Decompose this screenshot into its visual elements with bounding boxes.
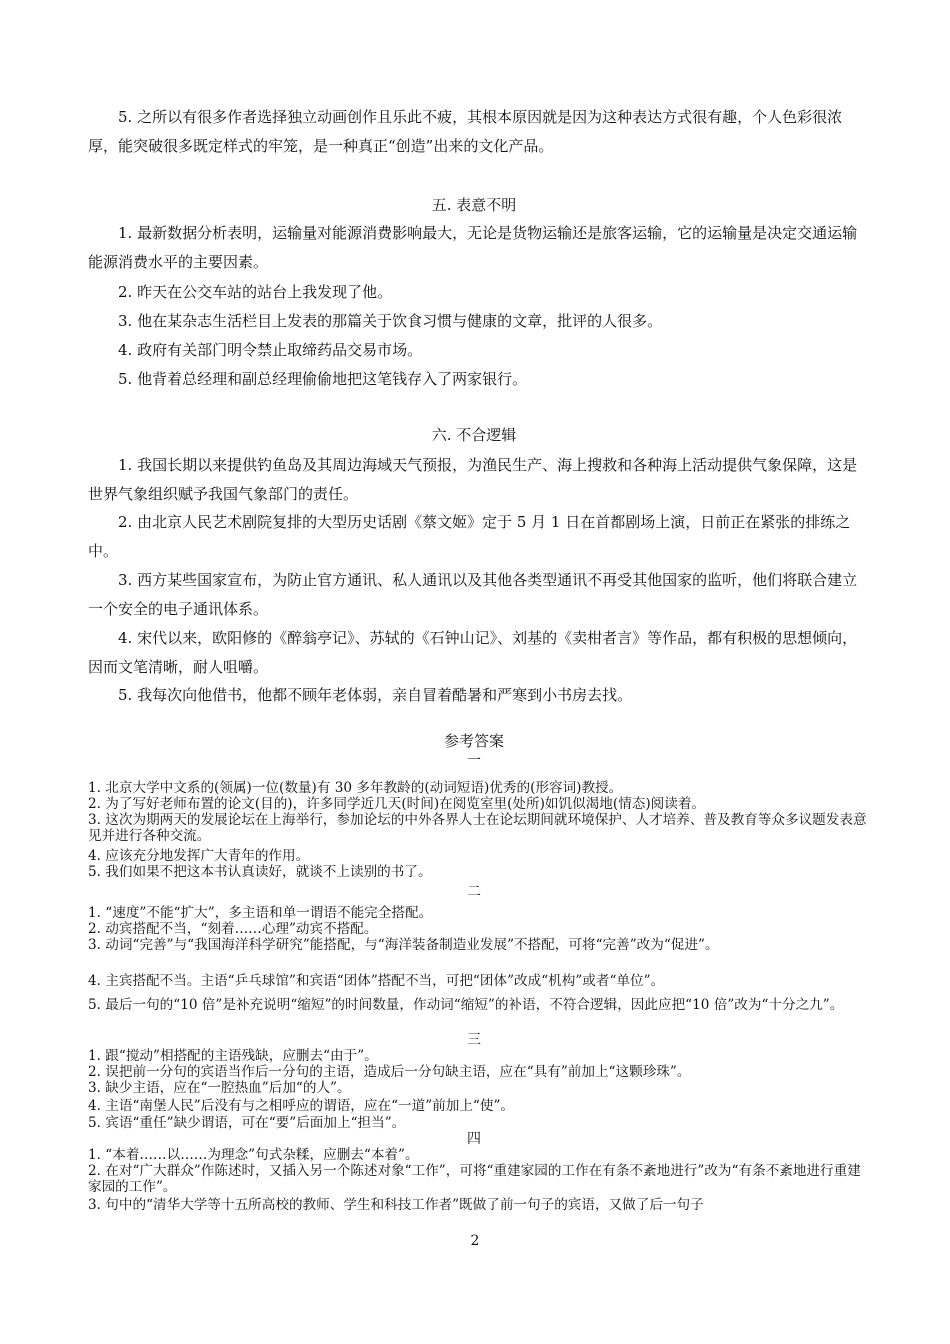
answer-item: 1. 北京大学中文系的(领属)一位(数量)有 30 多年教龄的(动词短语)优秀的(形容词)教授。 [88,780,623,796]
answer-item: 3. 动词“完善”与“我国海洋科学研究”能搭配，与“海洋装备制造业发展”不搭配，可将“完善”改为“促进”。 [88,937,719,953]
answers-part1-heading: 一 [467,753,481,769]
section4-item-5: 5. 之所以有很多作者选择独立动画创作且乐此不疲，其根本原因就是因为这种表达方式很有趣，个人色彩很浓厚，能突破很多既定样式的牢笼，是一种真正“创造”出来的文化产品。 [88,108,843,155]
answer-item: 5. 我们如果不把这本书认真读好，就谈不上读别的书了。 [88,864,432,880]
answer-item: 3. 缺少主语，应在“一腔热血”后加“的人”。 [88,1080,351,1096]
answers-part2-heading: 二 [467,884,481,900]
answer-item: 5. 宾语“重任”缺少谓语，可在“要”后面加上“担当”。 [88,1115,406,1131]
answers-title: 参考答案 [443,732,504,750]
section6-item: 2. 由北京人民艺术剧院复排的大型历史话剧《蔡文姬》定于 5 月 1 日在首都剧场上演，日前正在紧张的排练之中。 [88,513,851,560]
answer-item: 4. 应该充分地发挥广大青年的作用。 [88,848,310,864]
section6-item: 4. 宋代以来，欧阳修的《醉翁亭记》、苏轼的《石钟山记》、刘基的《卖柑者言》等作品，都有积极的思想倾向，因而文笔清晰，耐人咀嚼。 [88,629,858,676]
answer-item: 1. “速度”不能“扩大”，多主语和单一谓语不能完全搭配。 [88,905,433,921]
section5-item: 2. 昨天在公交车站的站台上我发现了他。 [118,283,393,301]
section5-title: 五. 表意不明 [431,196,517,214]
section6-item: 3. 西方某些国家宣布，为防止官方通讯、私人通讯以及其他各类型通讯不再受其他国家的监听，他们将联合建立一个安全的电子通讯体系。 [88,571,858,618]
section5-item: 5. 他背着总经理和副总经理偷偷地把这笔钱存入了两家银行。 [118,370,528,388]
answer-item: 1. “本着……以……为理念”句式杂糅，应删去“本着”。 [88,1147,419,1163]
section5-item: 1. 最新数据分析表明，运输量对能源消费影响最大，无论是货物运输还是旅客运输，它的运输量是决定交通运输能源消费水平的主要因素。 [88,224,858,271]
answer-item: 2. 动宾搭配不当，“刻着……心理”动宾不搭配。 [88,921,378,937]
answer-item: 3. 句中的“清华大学等十五所高校的教师、学生和科技工作者”既做了前一句子的宾语，又做了后一句子 [88,1197,704,1213]
answers-part3-heading: 三 [467,1032,481,1048]
section6-item: 1. 我国长期以来提供钓鱼岛及其周边海域天气预报，为渔民生产、海上搜救和各种海上活动提供气象保障，这是世界气象组织赋予我国气象部门的责任。 [88,456,858,503]
section6-title: 六. 不合逻辑 [431,426,517,444]
section5-item: 4. 政府有关部门明令禁止取缔药品交易市场。 [118,341,423,359]
answer-item: 1. 跟“搅动”相搭配的主语残缺，应删去“由于”。 [88,1048,378,1064]
answer-item: 5. 最后一句的“10 倍”是补充说明“缩短”的时间数量，作动词“缩短”的补语，不符合逻辑，因此应把“10 倍”改为“十分之九”。 [88,997,844,1013]
answer-item: 2. 在对“广大群众”作陈述时，又插入另一个陈述对象“工作”，可将“重建家园的工作在有条不紊地进行”改为“有条不紊地进行重建家园的工作”。 [88,1163,861,1195]
section6-item: 5. 我每次向他借书，他都不顾年老体弱，亲自冒着酷暑和严寒到小书房去找。 [118,686,633,704]
answer-item: 3. 这次为期两天的发展论坛在上海举行，参加论坛的中外各界人士在论坛期间就环境保护、人才培养、普及教育等众多议题发表意见并进行各种交流。 [88,812,867,844]
answer-item: 4. 主语“南堡人民”后没有与之相呼应的谓语，应在“一道”前加上“使”。 [88,1098,515,1114]
answer-item: 4. 主宾搭配不当。主语“乒乓球馆”和宾语“团体”搭配不当，可把“团体”改成“机构”或者“单位”。 [88,973,665,989]
answers-part4-heading: 四 [467,1131,481,1147]
section5-item: 3. 他在某杂志生活栏目上发表的那篇关于饮食习惯与健康的文章，批评的人很多。 [118,312,663,330]
answer-item: 2. 误把前一分句的宾语当作后一分句的主语，造成后一分句缺主语，应在“具有”前加上“这颗珍珠”。 [88,1064,691,1080]
answer-item: 2. 为了写好老师布置的论文(目的)，许多同学近几天(时间)在阅览室里(处所)如饥似渴地(情态)阅读着。 [88,796,706,812]
page-number: 2 [470,1233,480,1249]
